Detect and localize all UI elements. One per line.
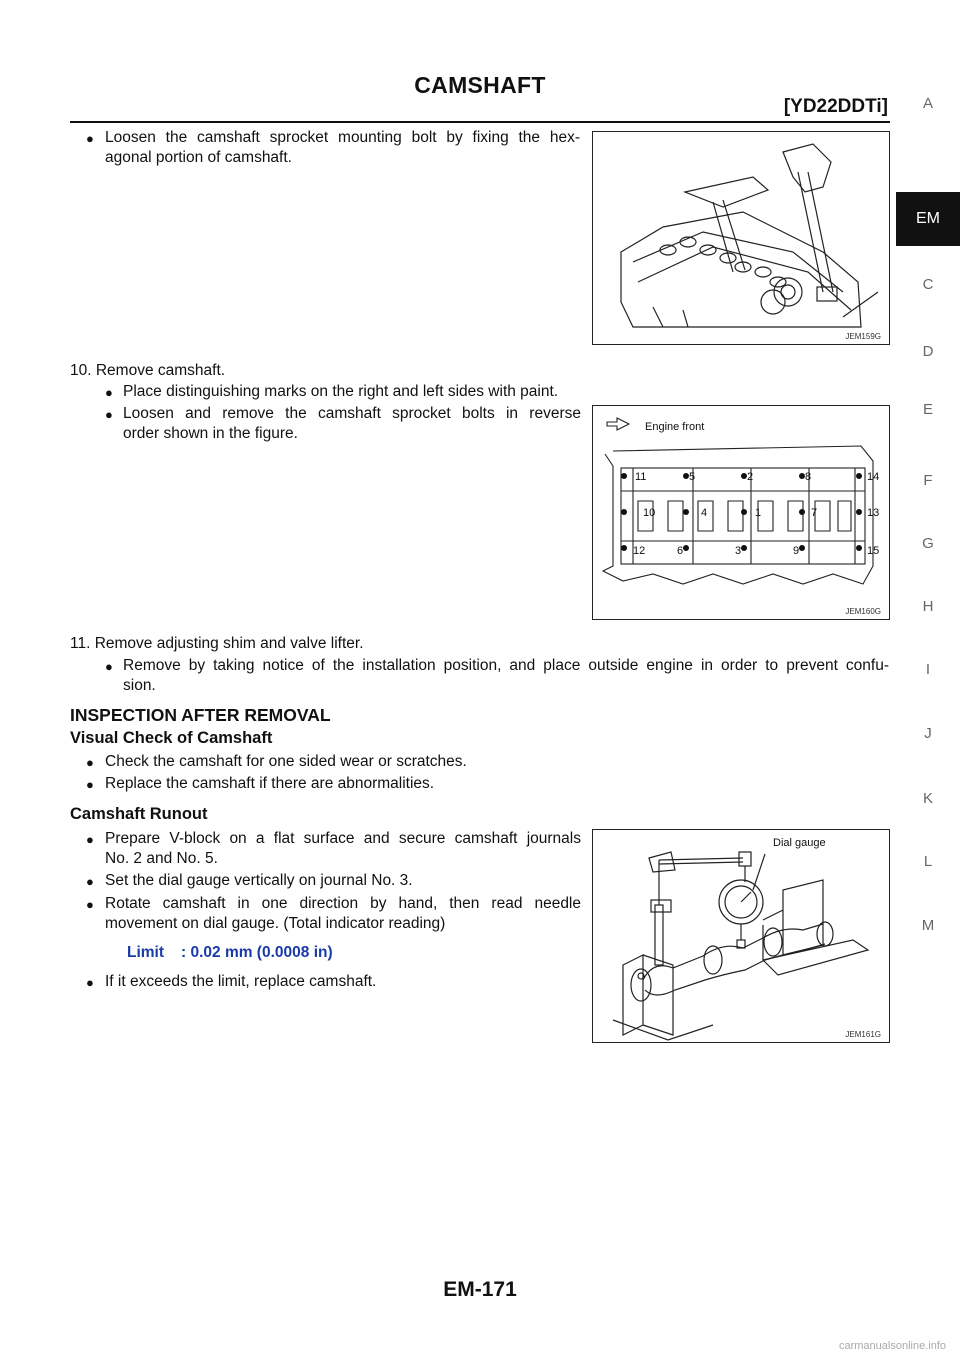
step10-bullet2-line1: Loosen and remove the camshaft sprocket bolts in reverse [123, 405, 581, 422]
tab-e[interactable]: E [922, 401, 933, 418]
bullet: ● [86, 975, 94, 990]
sprocket-bolt-illustration [593, 132, 889, 344]
tab-m[interactable]: M [921, 917, 935, 934]
visual-check-heading: Visual Check of Camshaft [70, 729, 273, 747]
step11-bullet1-line2: sion. [123, 677, 156, 694]
page-number: EM-171 [443, 1278, 517, 1301]
figure-bolt-order [592, 405, 890, 620]
visual-bullet2: Replace the camshaft if there are abnormalities. [105, 775, 435, 792]
step11-title: 11. Remove adjusting shim and valve lifter. [70, 635, 364, 652]
step11-bullet1-line1: Remove by taking notice of the installation position, and place outside engine in order to prevent confu- [123, 657, 889, 674]
limit-label: Limit [127, 944, 165, 961]
figure-id: JEM160G [845, 607, 881, 616]
bullet: ● [86, 897, 94, 912]
step10-title: 10. Remove camshaft. [70, 362, 226, 379]
engine-front-label: Engine front [645, 421, 705, 433]
tab-a[interactable]: A [922, 95, 933, 112]
bolt-number: 13 [867, 507, 880, 519]
tab-l[interactable]: L [923, 853, 933, 870]
runout-heading: Camshaft Runout [70, 805, 208, 823]
bolt-number: 14 [867, 471, 880, 483]
limit-spec [127, 944, 333, 962]
bolt-number: 4 [701, 507, 708, 519]
watermark: carmanualsonline.info [838, 1340, 946, 1352]
tab-d[interactable]: D [922, 343, 934, 360]
runout-bullet3-line2: movement on dial gauge. (Total indicator reading) [105, 915, 446, 932]
dial-gauge-label: Dial gauge [773, 837, 826, 849]
tab-c[interactable]: C [922, 276, 934, 293]
dial-gauge-illustration [593, 830, 889, 1042]
visual-bullet1: Check the camshaft for one sided wear or scratches. [105, 753, 467, 770]
step9-line1: Loosen the camshaft sprocket mounting bolt by fixing the hex- [105, 129, 580, 146]
bolt-number: 7 [811, 507, 818, 519]
bullet: ● [105, 385, 113, 400]
bolt-number: 2 [747, 471, 754, 483]
bullet: ● [86, 131, 94, 146]
runout-bullet1-line1: Prepare V-block on a flat surface and secure camshaft journals [105, 830, 581, 847]
step10-bullet1: Place distinguishing marks on the right and left sides with paint. [123, 383, 559, 400]
bolt-number: 5 [689, 471, 696, 483]
bolt-number: 1 [755, 507, 762, 519]
figure-id: JEM161G [845, 1030, 881, 1039]
bolt-number: 10 [643, 507, 656, 519]
inspection-heading: INSPECTION AFTER REMOVAL [70, 705, 331, 725]
tab-h[interactable]: H [922, 598, 934, 615]
step9-line2: agonal portion of camshaft. [105, 149, 292, 166]
tab-i[interactable]: I [925, 661, 931, 678]
runout-bullet2: Set the dial gauge vertically on journal No. 3. [105, 872, 413, 889]
bolt-number: 12 [633, 545, 646, 557]
tab-j[interactable]: J [924, 725, 932, 742]
figure-id: JEM159G [845, 332, 881, 341]
header-divider [70, 121, 890, 123]
page-title: CAMSHAFT [414, 72, 546, 98]
bullet: ● [86, 755, 94, 770]
bolt-number: 15 [867, 545, 880, 557]
limit-value: : 0.02 mm (0.0008 in) [181, 944, 333, 961]
bullet: ● [86, 777, 94, 792]
bolt-number: 8 [805, 471, 812, 483]
tab-g[interactable]: G [922, 535, 934, 552]
runout-bullet3-line1: Rotate camshaft in one direction by hand, then read needle [105, 895, 581, 912]
bullet: ● [86, 874, 94, 889]
bullet: ● [86, 832, 94, 847]
bolt-number: 11 [635, 471, 647, 483]
figure-dial-gauge [592, 829, 890, 1043]
bolt-order-diagram [593, 406, 889, 619]
bolt-number: 9 [793, 545, 800, 557]
bolt-number: 3 [735, 545, 742, 557]
runout-bullet4: If it exceeds the limit, replace camshaft. [105, 973, 377, 990]
figure-sprocket-bolt [592, 131, 890, 345]
bolt-number: 6 [677, 545, 684, 557]
bullet: ● [105, 407, 113, 422]
step10-bullet2-line2: order shown in the figure. [123, 425, 298, 442]
tab-f[interactable]: F [923, 472, 933, 489]
tab-k[interactable]: K [922, 790, 933, 807]
runout-bullet1-line2: No. 2 and No. 5. [105, 850, 218, 867]
tab-em-active[interactable]: EM [896, 192, 960, 246]
bullet: ● [105, 659, 113, 674]
engine-code: [YD22DDTi] [783, 96, 888, 117]
